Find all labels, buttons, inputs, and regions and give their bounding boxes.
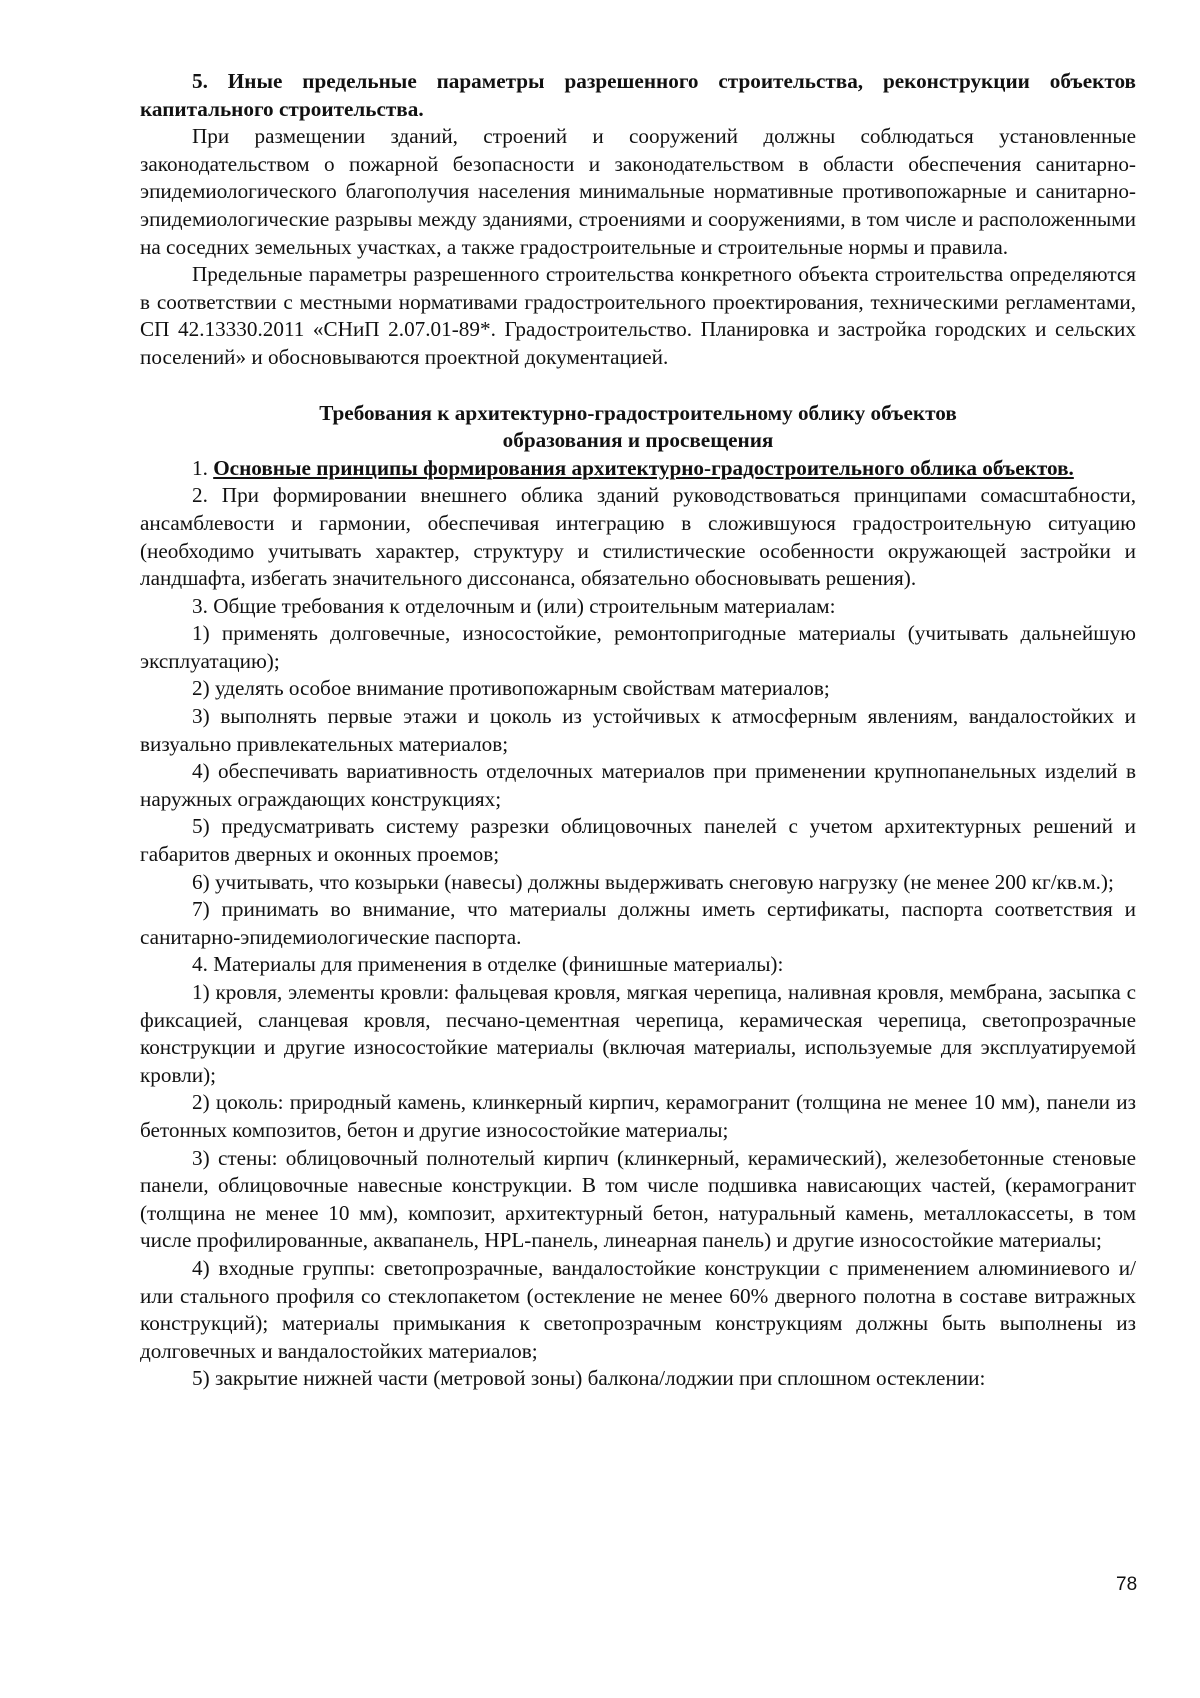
item-3-subitem: 6) учитывать, что козырьки (навесы) должны выдерживать снеговую нагрузку (не менее 200 кг/кв.м.);: [192, 869, 1114, 894]
section-gap: [140, 372, 1136, 400]
requirements-item-1: [140, 455, 1136, 483]
requirements-item-2: 2. При формировании внешнего облика зданий руководствоваться принципами сомасштабности, ансамблевости и гармонии, обеспечивая интеграцию в сложившуюся градостроительную ситуацию (необходимо учитывать характер, структуру и стилистические особенности окружающей застройки и ландшафта, избегать значительного диссонанса, обязательно обосновывать решения).: [140, 483, 1136, 591]
requirements-title-line-2: образования и просвещения: [502, 428, 774, 453]
item-3-subitem: 1) применять долговечные, износостойкие, ремонтопригодные материалы (учитывать дальнейшую эксплуатацию);: [140, 621, 1136, 673]
section-5-paragraph-1: При размещении зданий, строений и сооружений должны соблюдаться установленные законодательством о пожарной безопасности и законодательством в области обеспечения санитарно-эпидемиологического благополучия населения минимальные нормативные противопожарные и санитарно-эпидемиологические разрывы между зданиями, строениями и сооружениями, в том числе и расположенными на соседних земельных участках, а также градостроительные и строительные нормы и правила.: [140, 124, 1136, 259]
page-number: 78: [1116, 1574, 1138, 1595]
section-5-heading: 5. Иные предельные параметры разрешенного строительства, реконструкции объектов капитального строительства.: [140, 69, 1136, 121]
item-3-subitem: 4) обеспечивать вариативность отделочных материалов при применении крупнопанельных изделий в наружных ограждающих конструкциях;: [140, 759, 1136, 811]
item-3-subitem: 7) принимать во внимание, что материалы должны иметь сертификаты, паспорта соответствия и санитарно-эпидемиологические паспорта.: [140, 897, 1136, 949]
item-4-subitem: 3) стены: облицовочный полнотелый кирпич (клинкерный, керамический), железобетонные стеновые панели, облицовочные навесные конструкции. В том числе подшивка нависающих частей, (керамогранит (толщина не менее 10 мм), композит, архитектурный бетон, натуральный камень, металлокассеты, в том числе профилированные, аквапанель, HPL-панель, линеарная панель) и другие износостойкие материалы;: [140, 1145, 1136, 1253]
section-5-paragraph-2: Предельные параметры разрешенного строительства конкретного объекта строительства определяются в соответствии с местными нормативами градостроительного проектирования, техническими регламентами, СП 42.13330.2011 «СНиП 2.07.01-89*. Градостроительство. Планировка и застройка городских и сельских поселений» и обосновываются проектной документацией.: [140, 262, 1136, 369]
requirements-item-3: 3. Общие требования к отделочным и (или) строительным материалам:: [192, 593, 836, 618]
requirements-item-4: 4. Материалы для применения в отделке (финишные материалы):: [192, 952, 784, 977]
item-3-subitem: 5) предусматривать систему разрезки облицовочных панелей с учетом архитектурных решений и габаритов дверных и оконных проемов;: [140, 814, 1136, 867]
item-4-subitem: 5) закрытие нижней части (метровой зоны) балкона/лоджии при сплошном остеклении:: [192, 1366, 986, 1391]
item-4-subitem: 1) кровля, элементы кровли: фальцевая кровля, мягкая черепица, наливная кровля, мембрана, засыпка с фиксацией, сланцевая кровля, песчано-цементная черепица, керамическая черепица, светопрозрачные конструкции и другие износостойкие материалы (включая материалы, используемые для эксплуатируемой кровли);: [140, 980, 1136, 1087]
item-1-heading: Основные принципы формирования архитектурно-градостроительного облика объектов.: [213, 455, 1074, 480]
requirements-title-line-1: Требования к архитектурно-градостроительному облику объектов: [319, 400, 957, 425]
document-page: [140, 68, 1136, 1393]
item-4-subitem: 2) цоколь: природный камень, клинкерный кирпич, керамогранит (толщина не менее 10 мм), панели из бетонных композитов, бетон и другие износостойкие материалы;: [140, 1090, 1136, 1142]
item-1-number: 1.: [192, 455, 208, 480]
item-3-subitem: 3) выполнять первые этажи и цоколь из устойчивых к атмосферным явлениям, вандалостойких и визуально привлекательных материалов;: [140, 704, 1136, 756]
item-4-subitem: 4) входные группы: светопрозрачные, вандалостойкие конструкции с применением алюминиевого и/или стального профиля со стеклопакетом (остекление не менее 60% дверного полотна в составе витражных конструкций); материалы примыкания к светопрозрачным конструкциям должны быть выполнены из долговечных и вандалостойких материалов;: [140, 1255, 1136, 1363]
item-3-subitem: 2) уделять особое внимание противопожарным свойствам материалов;: [192, 676, 830, 701]
